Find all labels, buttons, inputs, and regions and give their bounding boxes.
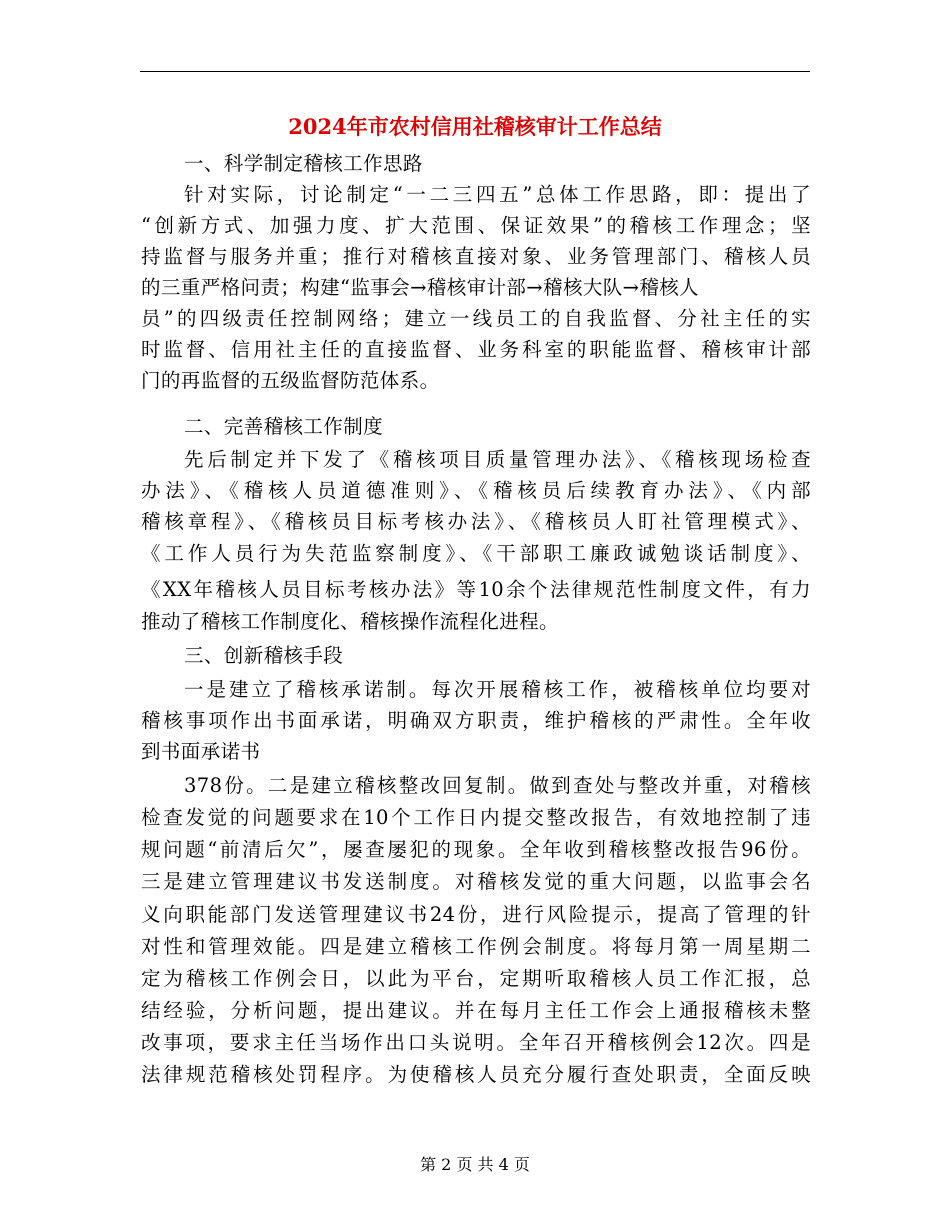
paragraph-line: 推动了稽核工作制度化、稽核操作流程化进程。 bbox=[141, 610, 559, 633]
paragraph-line: 改事项，要求主任当场作出口头说明。全年召开稽核例会12次。四是 bbox=[141, 1031, 811, 1054]
paragraph-line: 一是建立了稽核承诺制。每次开展稽核工作，被稽核单位均要对 bbox=[184, 678, 811, 701]
paragraph-line: 稽核章程》、《稽核员目标考核办法》、《稽核员人盯社管理模式》、 bbox=[141, 510, 811, 533]
paragraph-line: 结经验，分析问题，提出建议。并在每月主任工作会上通报稽核未整 bbox=[141, 999, 811, 1022]
page-footer: 第 2 页 共 4 页 bbox=[420, 1155, 530, 1174]
paragraph-line: 《工作人员行为失范监察制度》、《干部职工廉政诚勉谈话制度》、 bbox=[141, 542, 811, 565]
section-heading-2: 二、完善稽核工作制度 bbox=[184, 415, 384, 438]
section-heading-3: 三、创新稽核手段 bbox=[184, 644, 344, 667]
paragraph-line: 义向职能部门发送管理建议书24份，进行风险提示，提高了管理的针 bbox=[141, 903, 811, 926]
paragraph-line: 《XX年稽核人员目标考核办法》等10余个法律规范性制度文件，有力 bbox=[141, 578, 811, 601]
paragraph-line: 的三重严格问责；构建“监事会→稽核审计部→稽核大队→稽核人 bbox=[141, 276, 700, 299]
paragraph-line: 检查发觉的问题要求在10个工作日内提交整改报告，有效地控制了违 bbox=[141, 806, 811, 829]
paragraph-line: 规问题“前清后欠”，屡查屡犯的现象。全年收到稽核整改报告96份。 bbox=[141, 838, 811, 861]
paragraph-line: 到书面承诺书 bbox=[141, 740, 261, 763]
paragraph-line: 378份。二是建立稽核整改回复制。做到查处与整改并重，对稽核 bbox=[184, 774, 811, 797]
document-title: 2024年市农村信用社稽核审计工作总结 bbox=[288, 114, 662, 139]
header-rule bbox=[140, 71, 810, 72]
paragraph-line: 办法》、《稽核人员道德准则》、《稽核员后续教育办法》、《内部 bbox=[141, 479, 811, 502]
paragraph-line: 针对实际，讨论制定“一二三四五”总体工作思路，即：提出了 bbox=[184, 183, 811, 206]
section-heading-1: 一、科学制定稽核工作思路 bbox=[184, 152, 423, 175]
paragraph-line: 时监督、信用社主任的直接监督、业务科室的职能监督、稽核审计部 bbox=[141, 338, 811, 361]
paragraph-line: 门的再监督的五级监督防范体系。 bbox=[141, 369, 440, 392]
paragraph-line: 定为稽核工作例会日，以此为平台，定期听取稽核人员工作汇报，总 bbox=[141, 967, 811, 990]
paragraph-line: 先后制定并下发了《稽核项目质量管理办法》、《稽核现场检查 bbox=[184, 448, 811, 471]
paragraph-line: 法律规范稽核处罚程序。为使稽核人员充分履行查处职责，全面反映 bbox=[141, 1063, 811, 1086]
paragraph-line: “创新方式、加强力度、扩大范围、保证效果”的稽核工作理念；坚 bbox=[141, 214, 811, 237]
paragraph-line: 持监督与服务并重；推行对稽核直接对象、业务管理部门、稽核人员 bbox=[141, 245, 811, 268]
paragraph-line: 员”的四级责任控制网络；建立一线员工的自我监督、分社主任的实 bbox=[141, 307, 811, 330]
paragraph-line: 对性和管理效能。四是建立稽核工作例会制度。将每月第一周星期二 bbox=[141, 935, 811, 958]
paragraph-line: 稽核事项作出书面承诺，明确双方职责，维护稽核的严肃性。全年收 bbox=[141, 709, 811, 732]
paragraph-line: 三是建立管理建议书发送制度。对稽核发觉的重大问题，以监事会名 bbox=[141, 870, 811, 893]
